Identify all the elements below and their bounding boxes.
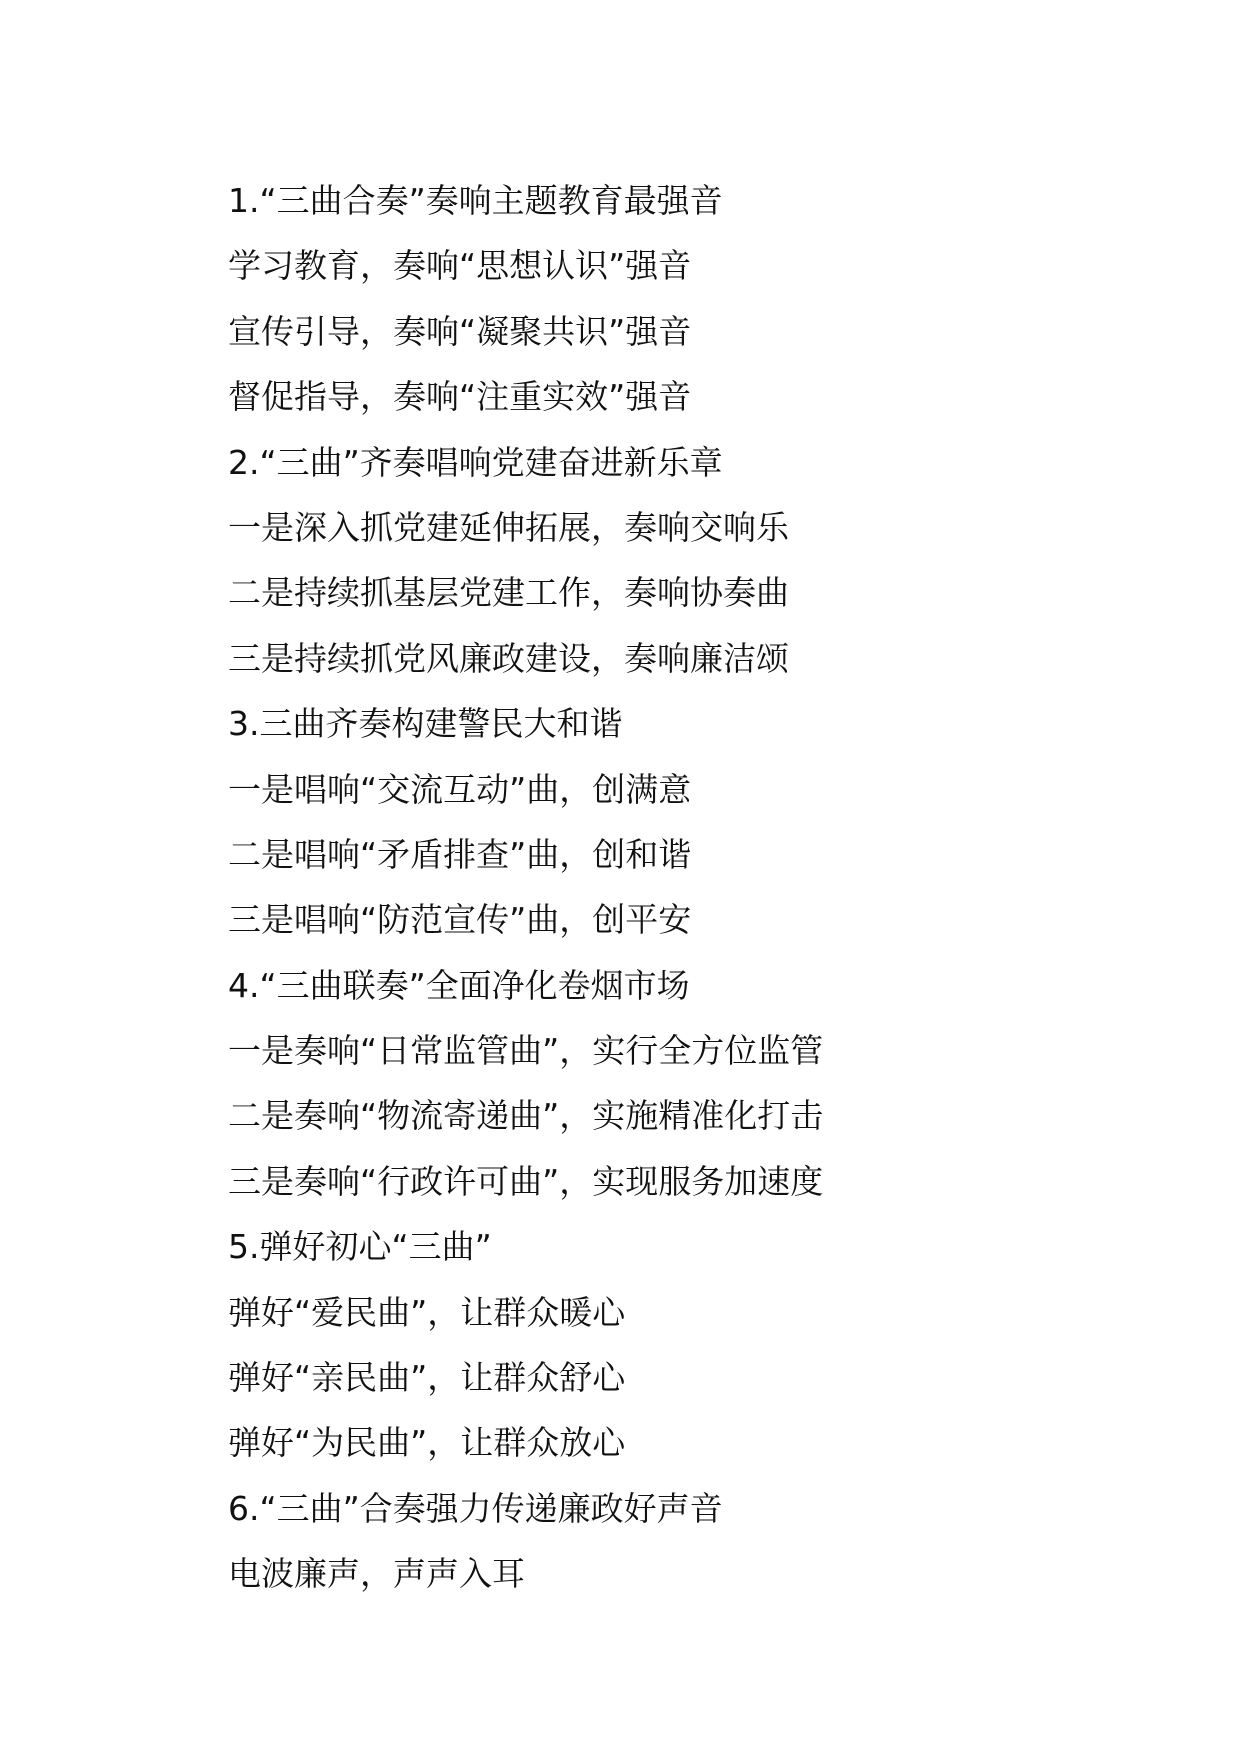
heading-5: 5.弹好初心“三曲” [228,1227,492,1267]
heading-1: 1.“三曲合奏”奏响主题教育最强音 [228,181,723,220]
outline-item: 一是奏响“日常监管曲”，实行全方位监管 [228,1031,824,1071]
outline-item: 督促指导，奏响“注重实效”强音 [228,377,692,417]
outline-item: 二是持续抓基层党建工作，奏响协奏曲 [228,573,789,613]
outline-item: 宣传引导，奏响“凝聚共识”强音 [228,311,692,351]
outline-list [228,168,1188,1607]
outline-item: 一是深入抓党建延伸拓展，奏响交响乐 [228,507,789,547]
outline-item: 一是唱响“交流互动”曲，创满意 [228,769,692,809]
heading-3: 3.三曲齐奏构建警民大和谐 [228,704,623,744]
outline-item: 电波廉声，声声入耳 [228,1554,525,1594]
heading-6: 6.“三曲”合奏强力传递廉政好声音 [228,1488,723,1528]
outline-item: 三是持续抓党风廉政建设，奏响廉洁颂 [228,638,789,678]
outline-item: 二是唱响“矛盾排查”曲，创和谐 [228,834,692,874]
outline-item: 三是唱响“防范宣传”曲，创平安 [228,900,692,940]
outline-item: 弹好“爱民曲”，让群众暖心 [228,1292,626,1332]
heading-2: 2.“三曲”齐奏唱响党建奋进新乐章 [228,442,723,482]
heading-4: 4.“三曲联奏”全面净化卷烟市场 [228,965,690,1005]
outline-item: 学习教育，奏响“思想认识”强音 [228,246,692,286]
outline-item: 三是奏响“行政许可曲”，实现服务加速度 [228,1161,824,1201]
outline-item: 二是奏响“物流寄递曲”，实施精准化打击 [228,1096,824,1136]
outline-item: 弹好“为民曲”，让群众放心 [228,1423,626,1463]
outline-item: 弹好“亲民曲”，让群众舒心 [228,1358,626,1398]
